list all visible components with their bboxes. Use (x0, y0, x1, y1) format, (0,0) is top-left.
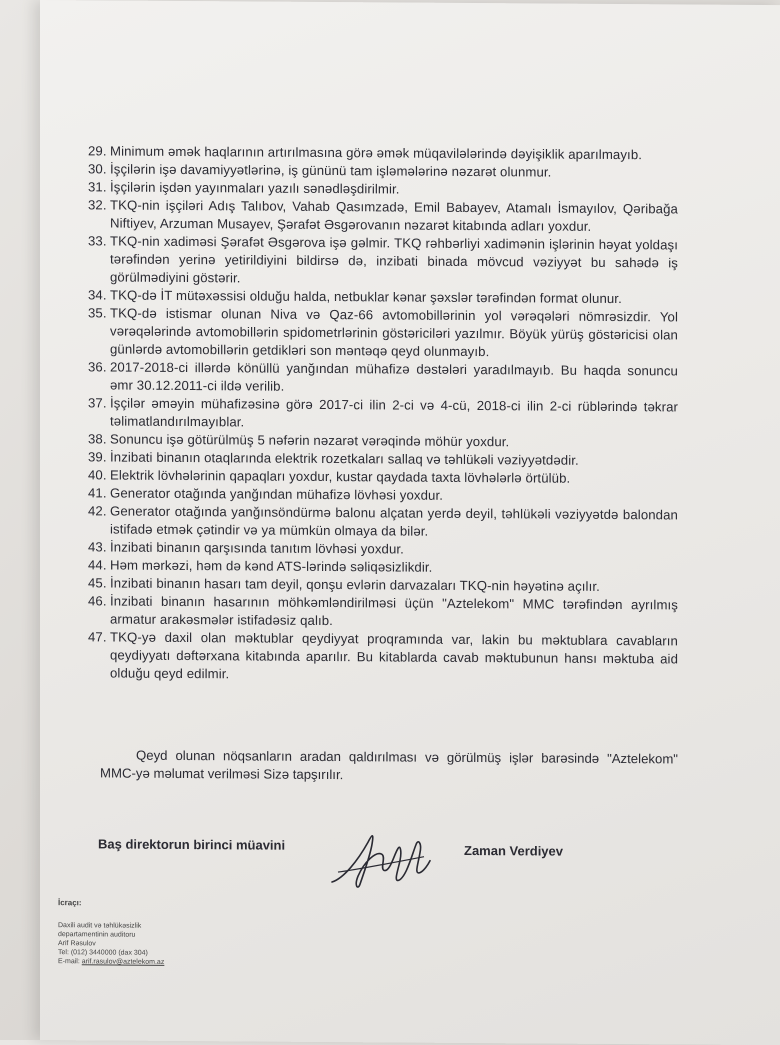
finding-number: 35. (88, 305, 107, 321)
executor-label: İcraçı: (58, 898, 82, 908)
finding-text: TKQ-də İT mütəxəssisi olduğu halda, netbuklar kənar şəxslər tərəfindən format olunur. (110, 287, 622, 307)
finding-number: 36. (88, 359, 107, 375)
finding-item (88, 196, 678, 236)
executor-email-line (58, 957, 164, 967)
finding-number: 33. (88, 233, 107, 249)
signatory-name: Zaman Verdiyev (464, 842, 563, 859)
finding-item (88, 232, 678, 290)
finding-number: 31. (88, 179, 107, 195)
finding-number: 39. (88, 449, 107, 465)
finding-text: Generator otağında yanğından mühafizə lövhəsi yoxdur. (110, 485, 444, 503)
finding-text: İşçilərin işə davamiyyətlərinə, iş gününü tam işləmələrinə nəzarət olunmur. (110, 161, 552, 180)
executor-line: Daxili audit və təhlükəsizlik (58, 922, 142, 930)
executor-email-label: E-mail: (58, 958, 80, 966)
finding-number: 34. (88, 287, 107, 303)
finding-text: Minimum əmək haqlarının artırılmasına görə əmək müqavilələrində dəyişiklik aparılmayıb. (110, 143, 643, 163)
finding-item (88, 394, 678, 434)
finding-number: 47. (88, 629, 107, 645)
finding-item (88, 358, 678, 398)
finding-number: 41. (88, 485, 107, 501)
executor-email[interactable]: arif.rasulov@aztelekom.az (81, 958, 165, 966)
closing-paragraph: Qeyd olunan nöqsanların aradan qaldırılması və görülmüş işlər barəsində "Aztelekom" MMC-yə məlumat verilməsi Sizə tapşırılır. (100, 747, 678, 783)
finding-text: TKQ-də istismar olunan Niva və Qaz-66 avtomobillərinin yol vərəqələri nömrəsizdir. Yol vərəqələrində avtomobillərin spidometrlərinin göstəriciləri yazılmır. Böyük yürüş göstəricisi olan günlərdə avtomobillərin getdikləri son məntəqə qeyd olunmayıb. (110, 305, 678, 360)
finding-text: Sonuncu işə götürülmüş 5 nəfərin nəzarət vərəqində möhür yoxdur. (110, 431, 510, 450)
finding-item (88, 628, 678, 686)
finding-number: 29. (88, 143, 107, 159)
executor-line: Arif Rəsulov (58, 940, 96, 948)
finding-item (88, 502, 678, 542)
finding-text: Həm mərkəzi, həm də kənd ATS-lərində səliqəsizlikdir. (110, 557, 433, 575)
finding-text: TKQ-nin xadiməsi Şərafət Əsgərova işə gəlmir. TKQ rəhbərliyi xadimənin işlərinin həyat yoldaşı tərəfindən yerinə yetirildiyini bildirsə də, inzibati binada mövcud vəziyyət bu sahədə iş görülmədiyini göstərir. (110, 233, 678, 286)
finding-number: 38. (88, 431, 107, 447)
executor-line: departamentinin auditoru (58, 931, 136, 939)
signatory-title: Baş direktorun birinci müavini (98, 836, 286, 853)
finding-text: Generator otağında yanğınsöndürmə balonu alçatan yerdə deyil, təhlükəli vəziyyətdə balondan istifadə etmək çətindir və ya mümkün olmaya da bilər. (110, 503, 678, 539)
finding-text: İnzibati binanın otaqlarında elektrik rozetkaları sallaq və təhlükəli vəziyyətdədir. (110, 449, 579, 468)
finding-text: 2017-2018-ci illərdə könüllü yanğından mühafizə dəstələri yaradılmayıb. Bu haqda sonuncu əmr 30.12.2011-ci ildə verilib. (110, 359, 678, 394)
finding-number: 37. (88, 395, 107, 411)
findings-list (88, 142, 678, 686)
finding-number: 45. (88, 575, 107, 591)
finding-number: 43. (88, 539, 107, 555)
finding-text: İşçilərin işdən yayınmaları yazılı sənədləşdirilmir. (110, 179, 400, 197)
finding-number: 32. (88, 197, 107, 213)
finding-number: 42. (88, 503, 107, 519)
finding-text: İnzibati binanın qarşısında tanıtım lövhəsi yoxdur. (110, 539, 404, 557)
executor-line: Tel: (012) 3440000 (dax 304) (58, 949, 148, 957)
finding-number: 46. (88, 593, 107, 609)
finding-text: Elektrik lövhələrinin qapaqları yoxdur, kustar qaydada taxta lövhələrlə örtülüb. (110, 467, 571, 486)
document-page (40, 0, 780, 1045)
executor-block (58, 898, 164, 967)
finding-text: İnzibati binanın hasarı tam deyil, qonşu evlərin darvazaları TKQ-nin həyətinə açılır. (110, 575, 600, 594)
finding-text: TKQ-yə daxil olan məktublar qeydiyyat proqramında var, lakin bu məktublara cavabların qeydiyyatı dəftərxana kitabında aparılır. Bu kitablarda cavab məktubunun hansı məktuba aid olduğu qeyd edilmir. (110, 629, 678, 682)
handwritten-signature (324, 820, 444, 901)
finding-number: 44. (88, 557, 107, 573)
finding-item (88, 304, 678, 362)
finding-item (88, 592, 678, 632)
finding-number: 40. (88, 467, 107, 483)
finding-text: İnzibati binanın hasarının möhkəmləndirilməsi üçün "Aztelekom" MMC tərəfindən ayrılmış armatur arakəsmələr istifadəsiz qalıb. (110, 593, 678, 629)
finding-text: İşçilər əməyin mühafizəsinə görə 2017-ci ilin 2-ci və 4-cü, 2018-ci ilin 2-ci rüblərində təkrar təlimatlandırılmayıblar. (110, 395, 678, 430)
finding-number: 30. (88, 161, 107, 177)
finding-text: TKQ-nin işçiləri Adış Talıbov, Vahab Qasımzadə, Emil Babayev, Atamalı İsmayılov, Qəribağa Niftiyev, Arzuman Musayev, Şərafət Əsgərovanın nəzarət kitabında adları yoxdur. (110, 197, 678, 234)
